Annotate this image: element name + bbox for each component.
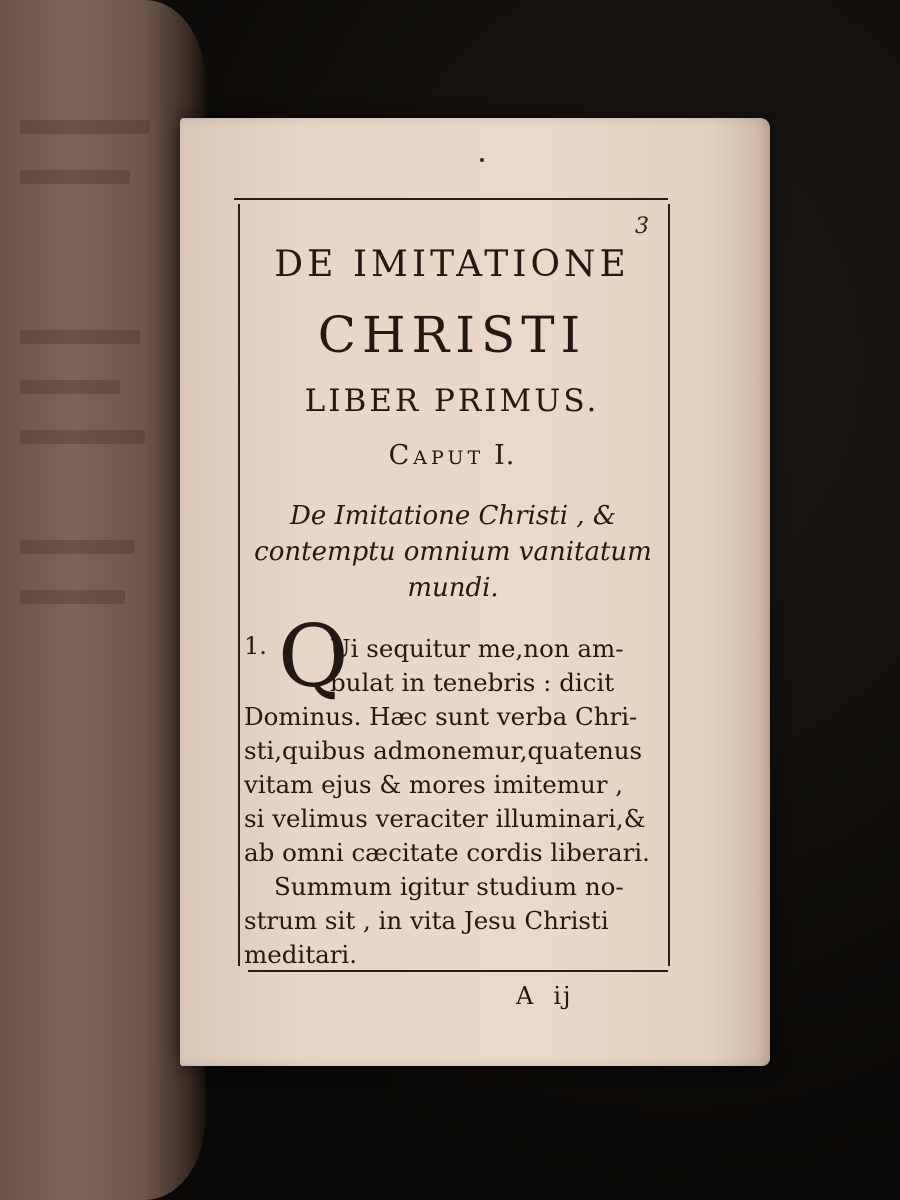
- body-line: si velimus veraciter illuminari,&: [244, 804, 646, 833]
- show-through-text: [20, 380, 120, 394]
- show-through-text: [20, 330, 140, 344]
- body-line: Ui sequitur me,non am-: [330, 634, 624, 663]
- body-line: strum sit , in vita Jesu Christi: [244, 906, 609, 935]
- show-through-text: [20, 430, 145, 444]
- book-page: [180, 118, 770, 1066]
- signature-leaf: ij: [553, 982, 573, 1010]
- title-line-2: CHRISTI: [317, 306, 587, 364]
- show-through-text: [20, 540, 135, 554]
- caput-number: I.: [494, 440, 516, 471]
- left-page-edge: [0, 0, 205, 1200]
- body-line: sti,quibus admonemur,quatenus: [244, 736, 643, 765]
- verse-number: 1.: [244, 632, 267, 660]
- top-rule: [234, 198, 668, 200]
- show-through-text: [20, 170, 130, 184]
- body-line: Dominus. Hæc sunt verba Chri-: [244, 702, 638, 731]
- signature-letter: A: [516, 982, 536, 1010]
- signature-mark: [516, 982, 572, 1010]
- caput-heading: [238, 440, 666, 471]
- show-through-text: [20, 120, 150, 134]
- body-line: bulat in tenebris : dicit: [330, 668, 615, 697]
- chapter-heading: De Imitatione Christi , & contemptu omnium vanitatum mundi.: [254, 501, 652, 603]
- title-line-3: LIBER PRIMUS.: [304, 383, 600, 419]
- caput-label: Caput: [388, 440, 485, 471]
- body-line: meditari.: [244, 940, 358, 969]
- title-line-1: DE IMITATIONE: [274, 244, 630, 285]
- body-line: vitam ejus & mores imitemur ,: [244, 770, 624, 799]
- page-number: 3: [635, 214, 649, 239]
- body-text: [244, 632, 664, 972]
- page-content: [180, 118, 770, 1066]
- body-line: Summum igitur studium no-: [274, 872, 624, 901]
- drop-cap: Q: [278, 607, 349, 707]
- show-through-text: [20, 590, 125, 604]
- body-line: ab omni cæcitate cordis liberari.: [244, 838, 650, 867]
- paper-speck: [480, 158, 484, 162]
